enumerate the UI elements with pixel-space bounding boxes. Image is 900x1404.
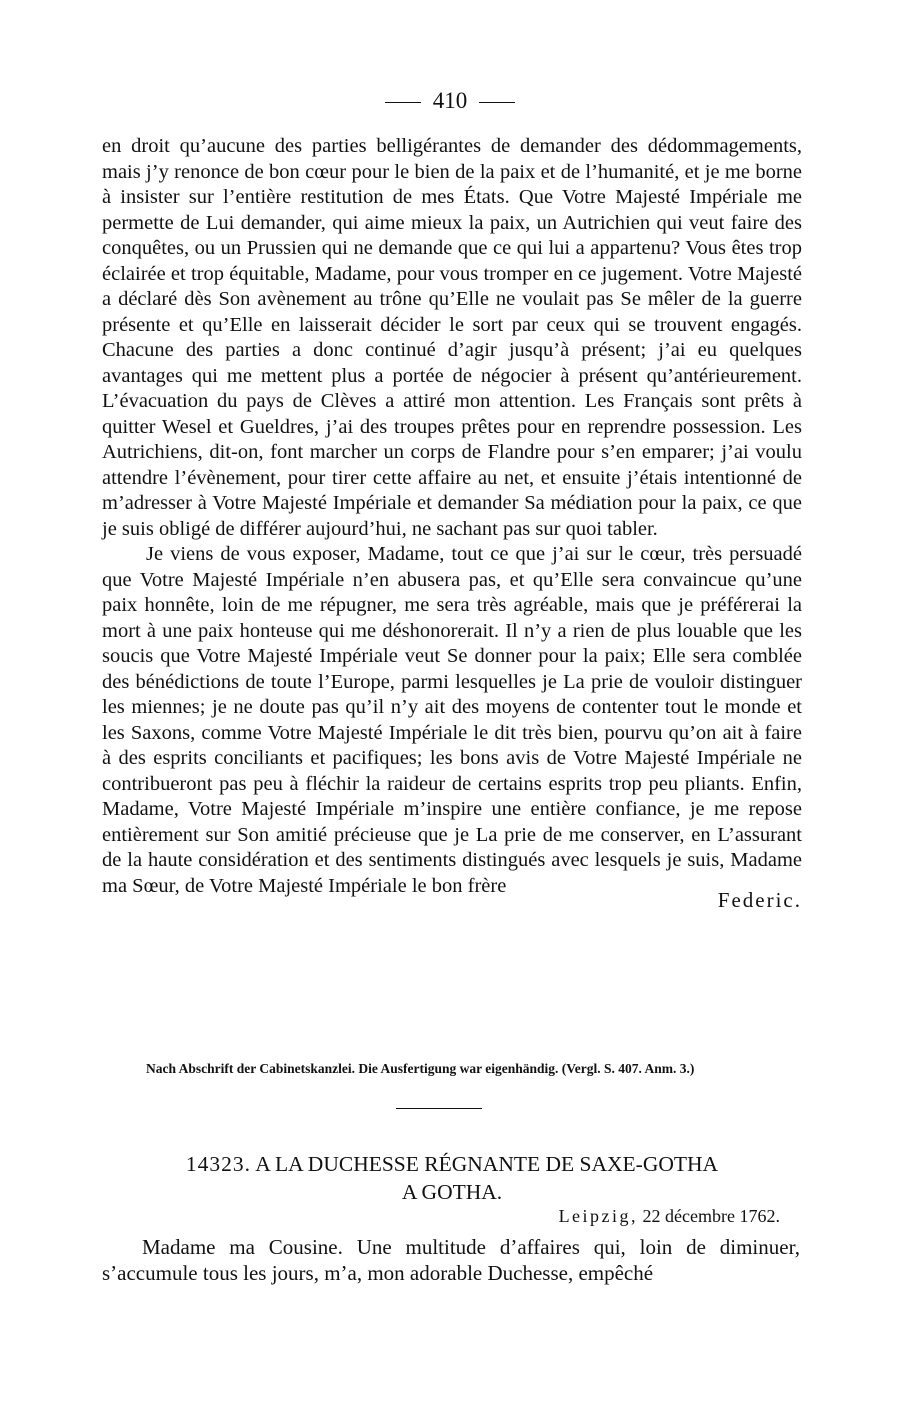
letter-heading-line-1: [102, 1150, 802, 1178]
page-number-value: 410: [432, 88, 468, 113]
letter-body: [102, 134, 802, 912]
signature: Federic.: [717, 887, 802, 912]
letter-number: 14323.: [185, 1152, 252, 1176]
letter-heading: [102, 1150, 802, 1206]
letter-opening-text: Madame ma Cousine. Une multitude d’affaires qui, loin de diminuer, s’accumule tous les jours, m’a, mon adorable Duchesse, empêché: [102, 1235, 800, 1285]
dateline-place: Leipzig,: [558, 1206, 639, 1226]
letter-opening: [102, 1234, 800, 1286]
body-paragraph-2: Je viens de vous exposer, Madame, tout ce que j’ai sur le cœur, très persuadé que Votre Majesté Impériale n’en abusera pas, et qu’Elle sera convaincue qu’une paix honnête, loin de me répugner, me sera très agréable, mais que je préférerai la mort à une paix honteuse qui me déshonorerait. Il n’y a rien de plus louable que les soucis que Votre Majesté Impériale veut Se donner pour la paix; Elle sera comblée des bénédictions de toute l’Europe, parmi lesquelles je La prie de vouloir distinguer les miennes; je ne doute pas qu’il n’y ait des moyens de contenter tout le monde et les Saxons, comme Votre Majesté Impériale le dit très bien, pourvu qu’on ait à faire à des esprits conciliants et pacifiques; les bons avis de Votre Majesté Impériale ne contribueront pas peu à fléchir la raideur de certains esprits trop peu pliants. Enfin, Madame, Votre Majesté Impériale m’inspire une entière confiance, je me repose entièrement sur Son amitié précieuse que je La prie de me conserver, en L’assurant de la haute considération et des sentiments distingués avec lesquels je suis, Madame ma Sœur, de Votre Majesté Impériale le bon frère: [102, 543, 802, 897]
section-divider: [396, 1108, 482, 1109]
dateline: [102, 1204, 780, 1228]
dateline-date: 22 décembre 1762.: [642, 1206, 780, 1226]
page-number-dash-left: [385, 102, 421, 103]
closing-block: [102, 542, 802, 912]
letter-title-line-1: A LA DUCHESSE RÉGNANTE DE SAXE-GOTHA: [255, 1152, 719, 1176]
footnote: Nach Abschrift der Cabinetskanzlei. Die Ausfertigung war eigenhändig. (Vergl. S. 407. Anm. 3.): [146, 1061, 695, 1076]
body-paragraph-1: en droit qu’aucune des parties belligérantes de demander des dédommagements, mais j’y renonce de bon cœur pour le bien de la paix et de l’humanité, et je me borne à insister sur l’entière restitution de mes États. Que Votre Majesté Impériale me permette de Lui demander, qui aime mieux la paix, un Autrichien qui veut faire des conquêtes, ou un Prussien qui ne demande que ce qui lui a appartenu? Vous êtes trop éclairée et trop équitable, Madame, pour vous tromper en ce jugement. Votre Majesté a déclaré dès Son avènement au trône qu’Elle ne voulait pas Se mêler de la guerre présente et qu’Elle en laisserait décider le sort par ceux qui se trouvent engagés. Chacune des parties a donc continué d’agir jusqu’à présent; j’ai eu quelques avantages qui me mettent plus a portée de négocier à présent qu’antérieurement. L’évacuation du pays de Clèves a attiré mon attention. Les Français sont prêts à quitter Wesel et Gueldres, j’ai des troupes prêtes pour en reprendre possession. Les Autrichiens, dit-on, font marcher un corps de Flandre pour s’en emparer; j’ai voulu attendre l’évènement, pour tirer cette affaire au net, et ensuite j’étais intentionné de m’adresser à Votre Majesté Impériale et demander Sa médiation pour la paix, ce que je suis obligé de différer aujourd’hui, ne sachant pas sur quoi tabler.: [102, 135, 802, 540]
page-number: [0, 86, 900, 116]
letter-title-line-2: A GOTHA.: [401, 1180, 503, 1204]
page-number-dash-right: [479, 102, 515, 103]
